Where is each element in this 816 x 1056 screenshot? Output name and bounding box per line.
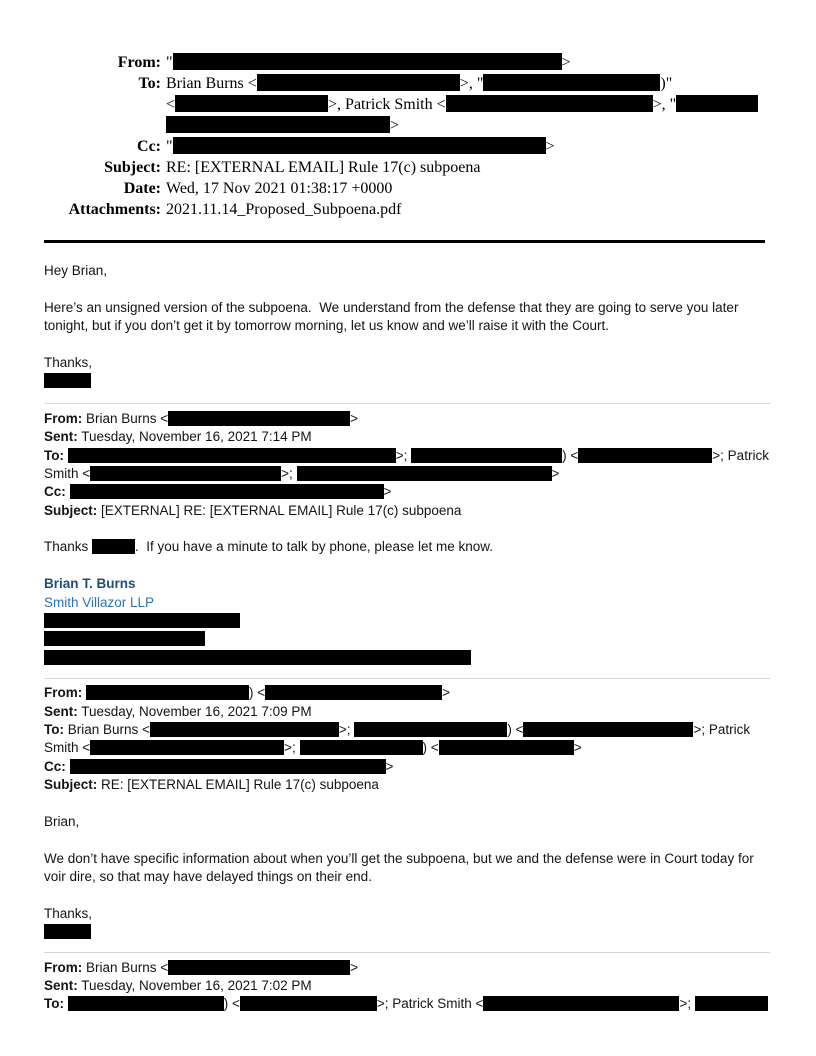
- text-line: [44, 299, 770, 317]
- quoted-email-1: [44, 410, 770, 667]
- text-run: >: [442, 685, 451, 701]
- header-field-value: [166, 199, 401, 220]
- text-run: From:: [44, 410, 83, 426]
- text-run: 2021.11.14_Proposed_Subpoena.pdf: [166, 201, 402, 218]
- redaction-bar: [44, 613, 240, 628]
- text-run: >: [385, 758, 394, 774]
- text-line: [44, 447, 770, 465]
- quoted-email-separator-2: [44, 678, 770, 679]
- header-field-value: [166, 178, 392, 199]
- text-line: [44, 317, 770, 335]
- header-row: [44, 52, 770, 73]
- redaction-bar: [676, 95, 758, 112]
- text-line: [44, 850, 770, 868]
- text-line: [44, 703, 770, 721]
- redaction-bar: [92, 539, 135, 554]
- redaction-bar: [483, 74, 660, 91]
- redaction-bar: [86, 685, 249, 700]
- header-field-label: From:: [117, 54, 161, 71]
- text-run: ) <: [249, 685, 266, 701]
- text-run: >;: [281, 465, 297, 481]
- redaction-bar: [439, 740, 574, 755]
- text-run: Brian Burns <: [166, 75, 257, 92]
- header-row: [44, 115, 770, 136]
- text-line: [44, 354, 770, 372]
- text-line: [44, 410, 770, 428]
- text-run: Cc:: [44, 758, 66, 774]
- redaction-bar: [68, 448, 396, 463]
- text-run: voir dire, so that may have delayed things on their end.: [44, 869, 372, 885]
- text-line: [44, 776, 770, 794]
- header-field-value: [166, 136, 555, 157]
- text-run: ": [166, 138, 173, 155]
- redaction-bar: [300, 740, 423, 755]
- redaction-bar: [173, 53, 562, 70]
- text-run: >;: [338, 721, 355, 737]
- redaction-bar: [265, 685, 442, 700]
- text-line: [44, 594, 770, 612]
- header-row: [44, 94, 770, 115]
- text-run: tonight, but if you don’t get it by tomorrow morning, let us know and we’ll raise it with the Court.: [44, 318, 610, 334]
- text-run: >: [545, 138, 555, 155]
- redaction-bar: [695, 996, 768, 1011]
- redaction-bar: [150, 722, 339, 737]
- text-run: To:: [44, 996, 64, 1012]
- header-field-label: To:: [138, 75, 161, 92]
- text-line: [44, 959, 770, 977]
- text-run: Smith Villazor LLP: [44, 594, 155, 610]
- text-line: [44, 336, 770, 354]
- header-row: [44, 136, 770, 157]
- text-run: >; Patrick: [693, 721, 751, 737]
- quoted-email-3: [44, 959, 770, 1014]
- text-line: [44, 905, 770, 923]
- redaction-bar: [44, 373, 91, 388]
- text-line: [44, 923, 770, 941]
- header-row: [44, 73, 770, 94]
- text-line: [44, 721, 770, 739]
- text-run: Brian Burns <: [64, 721, 150, 737]
- header-field-value: [166, 94, 758, 115]
- text-run: Brian Burns <: [82, 959, 169, 975]
- header-field-value: [166, 115, 399, 136]
- header-field-label: Subject:: [104, 159, 161, 176]
- quoted-email-separator-3: [44, 952, 770, 953]
- text-run: >, ": [652, 96, 677, 113]
- message-body: [44, 262, 770, 391]
- text-run: )": [660, 75, 673, 92]
- redaction-bar: [90, 740, 284, 755]
- text-line: [44, 372, 770, 390]
- text-run: >: [551, 465, 560, 481]
- text-run: ": [166, 54, 173, 71]
- header-row: [44, 199, 770, 220]
- text-run: Tuesday, November 16, 2021 7:02 PM: [77, 978, 312, 994]
- text-run: ) <: [223, 996, 240, 1012]
- redaction-bar: [70, 759, 386, 774]
- text-run: We don’t have specific information about when you’ll get the subpoena, but we and the defense were in Court today for: [44, 850, 754, 866]
- quoted-email-2: [44, 684, 770, 941]
- text-run: >: [350, 410, 359, 426]
- redaction-bar: [90, 466, 281, 481]
- text-line: [44, 977, 770, 995]
- text-run: To:: [44, 721, 64, 737]
- text-run: Brian,: [44, 813, 80, 829]
- text-run: Here’s an unsigned version of the subpoena. We understand from the defense that they are going to serve you later: [44, 299, 739, 315]
- redaction-bar: [483, 996, 679, 1011]
- text-run: RE: [EXTERNAL EMAIL] Rule 17(c) subpoena: [166, 159, 481, 176]
- text-run: Brian Burns <: [82, 410, 169, 426]
- header-row: [44, 157, 770, 178]
- text-run: Sent:: [44, 429, 78, 445]
- header-field-value: [166, 52, 571, 73]
- text-line: [44, 557, 770, 575]
- text-run: [EXTERNAL] RE: [EXTERNAL EMAIL] Rule 17(c) subpoena: [97, 502, 462, 518]
- text-run: ) <: [562, 447, 579, 463]
- text-run: Tuesday, November 16, 2021 7:14 PM: [77, 429, 312, 445]
- text-run: Cc:: [44, 484, 66, 500]
- text-run: Sent:: [44, 978, 78, 994]
- text-run: Smith <: [44, 740, 91, 756]
- text-run: >: [383, 484, 392, 500]
- text-run: >; Patrick: [712, 447, 769, 463]
- redaction-bar: [44, 631, 205, 646]
- redaction-bar: [354, 722, 507, 737]
- text-line: [44, 887, 770, 905]
- text-line: [44, 465, 770, 483]
- header-field-label: Date:: [123, 180, 161, 197]
- text-run: Subject:: [44, 777, 98, 793]
- text-run: >: [350, 959, 359, 975]
- text-run: >;: [395, 447, 412, 463]
- text-run: Subject:: [44, 502, 98, 518]
- text-line: [44, 483, 770, 501]
- text-line: [44, 612, 770, 630]
- header-field-value: [166, 157, 480, 178]
- email-header: [44, 52, 770, 220]
- header-field-value: [166, 73, 672, 94]
- text-line: [44, 520, 770, 538]
- text-run: Thanks,: [44, 354, 93, 370]
- header-field-label: [44, 94, 161, 115]
- text-run: >; Patrick Smith <: [376, 996, 484, 1012]
- text-line: [44, 995, 770, 1013]
- text-line: [44, 684, 770, 702]
- text-run: Brian T. Burns: [44, 576, 136, 592]
- redaction-bar: [411, 448, 562, 463]
- redaction-bar: [578, 448, 712, 463]
- text-run: Wed, 17 Nov 2021 01:38:17 +0000: [166, 180, 393, 197]
- redaction-bar: [166, 116, 390, 133]
- redaction-bar: [168, 411, 350, 426]
- redaction-bar: [173, 137, 546, 154]
- text-line: [44, 502, 770, 520]
- redaction-bar: [446, 95, 653, 112]
- redaction-bar: [175, 95, 328, 112]
- text-run: ) <: [507, 721, 524, 737]
- text-run: To:: [44, 447, 64, 463]
- text-line: [44, 649, 770, 667]
- text-line: [44, 758, 770, 776]
- text-line: [44, 868, 770, 886]
- text-run: RE: [EXTERNAL EMAIL] Rule 17(c) subpoena: [97, 777, 379, 793]
- text-run: From:: [44, 685, 83, 701]
- text-run: >, ": [459, 75, 484, 92]
- text-run: >, Patrick Smith <: [328, 96, 446, 113]
- text-line: [44, 538, 770, 556]
- text-run: >: [573, 740, 582, 756]
- text-line: [44, 262, 770, 280]
- text-line: [44, 739, 770, 757]
- text-run: >;: [284, 740, 300, 756]
- text-run: Thanks: [44, 539, 93, 555]
- text-run: >: [390, 117, 400, 134]
- header-field-label: [44, 115, 161, 136]
- header-field-label: Cc:: [137, 138, 161, 155]
- text-line: [44, 831, 770, 849]
- header-separator-rule: [44, 240, 765, 243]
- redaction-bar: [523, 722, 693, 737]
- redaction-bar: [257, 74, 460, 91]
- text-line: [44, 280, 770, 298]
- text-run: From:: [44, 959, 83, 975]
- redaction-bar: [240, 996, 377, 1011]
- header-field-label: Attachments:: [68, 201, 161, 218]
- text-run: . If you have a minute to talk by phone, please let me know.: [135, 539, 493, 555]
- text-line: [44, 428, 770, 446]
- text-line: [44, 630, 770, 648]
- header-row: [44, 178, 770, 199]
- redaction-bar: [168, 960, 350, 975]
- text-line: [44, 795, 770, 813]
- redaction-bar: [44, 650, 471, 665]
- text-run: >;: [679, 996, 695, 1012]
- text-line: [44, 575, 770, 593]
- text-run: >: [561, 54, 571, 71]
- text-run: ) <: [422, 740, 439, 756]
- redaction-bar: [68, 996, 224, 1011]
- text-line: [44, 813, 770, 831]
- redaction-bar: [44, 924, 91, 939]
- text-run: Tuesday, November 16, 2021 7:09 PM: [77, 703, 312, 719]
- text-run: Sent:: [44, 703, 78, 719]
- quoted-email-separator-1: [44, 403, 770, 404]
- text-run: <: [166, 96, 176, 113]
- text-run: Smith <: [44, 465, 91, 481]
- text-run: Thanks,: [44, 905, 93, 921]
- redaction-bar: [70, 484, 384, 499]
- text-run: Hey Brian,: [44, 263, 108, 278]
- redaction-bar: [297, 466, 552, 481]
